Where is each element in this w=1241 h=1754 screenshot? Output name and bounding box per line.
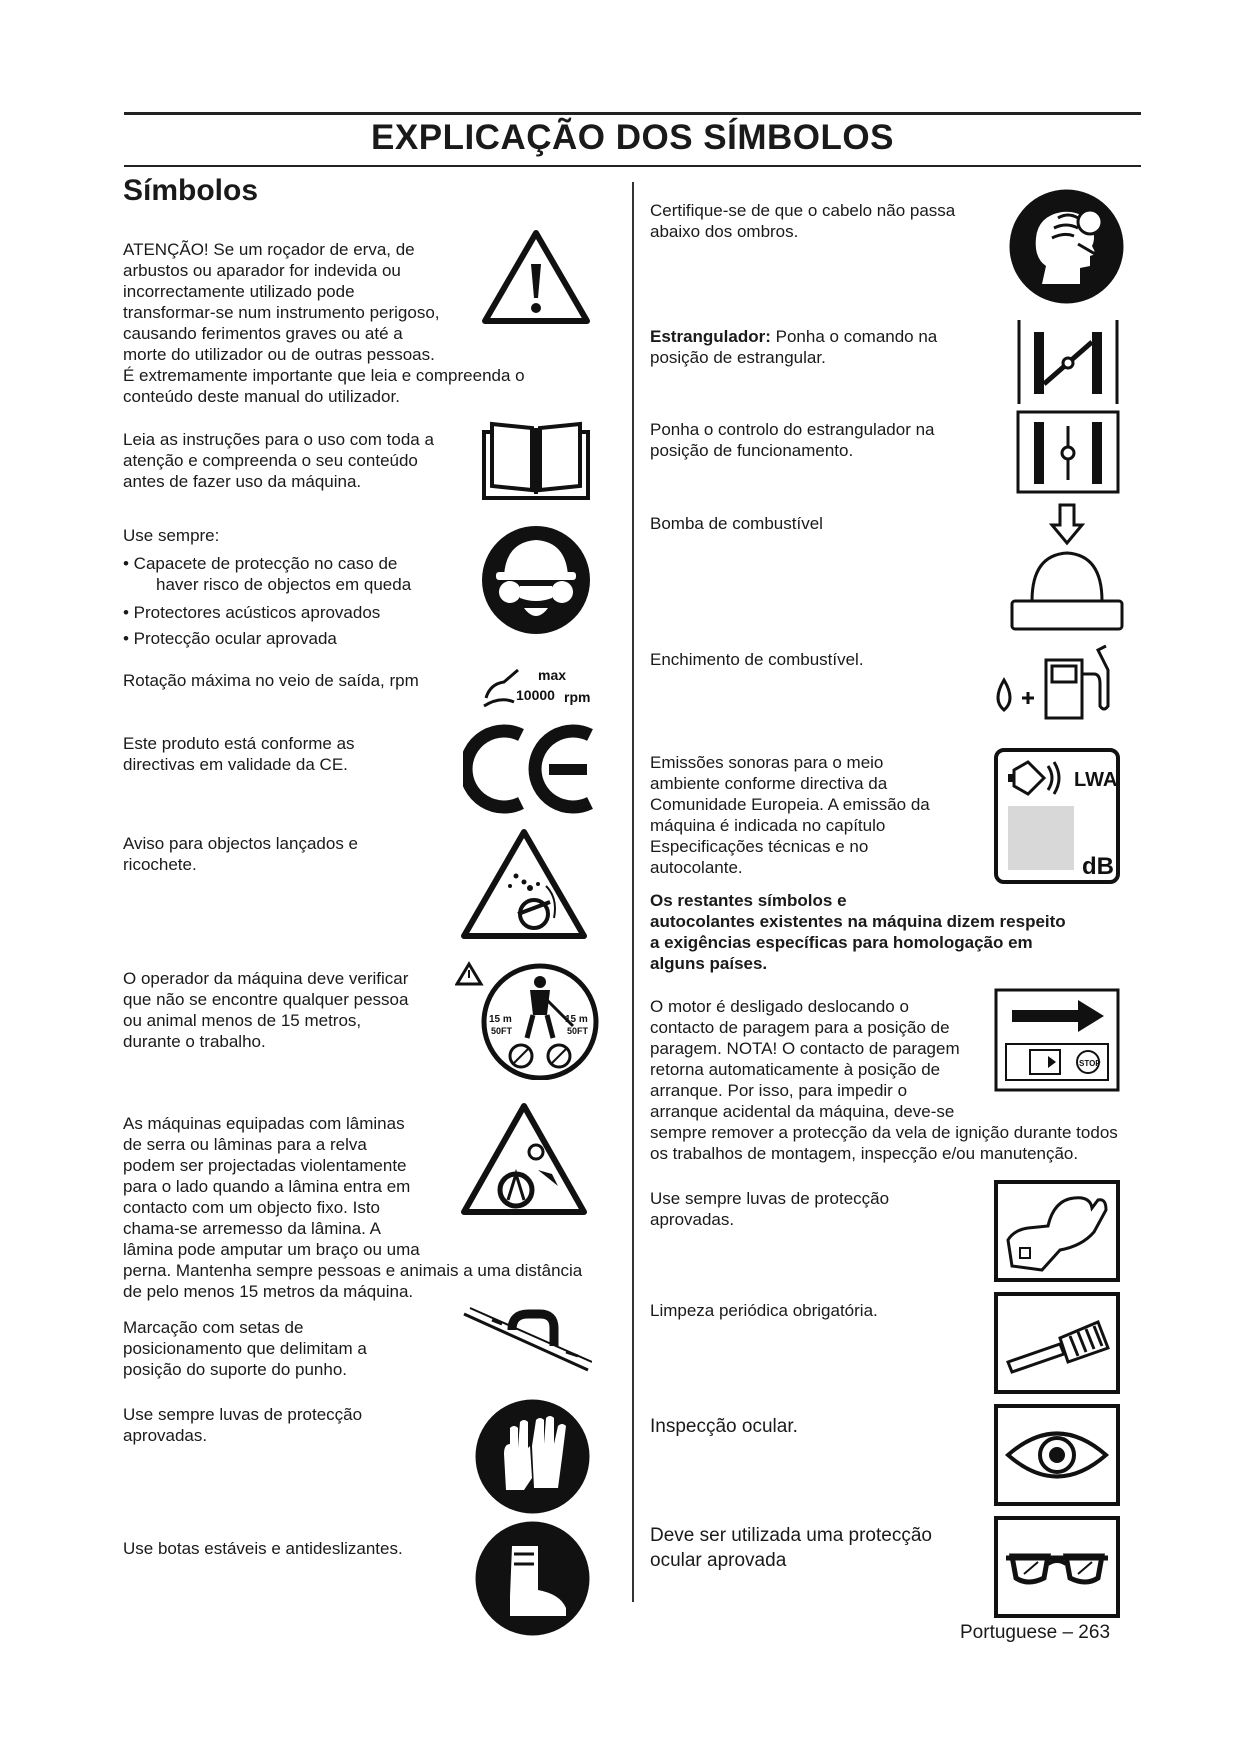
page-footer: Portuguese – 263 [960, 1622, 1111, 1643]
svg-text:rpm: rpm [564, 689, 591, 705]
other-symbols-text: Os restantes símbolos e autocolantes existentes na máquina dizem respeito a exigências específicas para homologação em alguns países. [650, 891, 1066, 973]
title-rule [124, 165, 1141, 167]
engine-stop-text: O motor é desligado deslocando o contacto de paragem para a posição de paragem. NOTA! O contacto de paragem retorna automaticamente à posição de arranque. Por isso, para impedir o arranque acidental da máquina, deve-se sempre remover a protecção da vela de ignição durante todos os trabalhos de montagem, inspecção e/ou manutenção. [650, 997, 1118, 1163]
svg-text:max: max [538, 667, 567, 683]
fuel-pump-bulb-icon [1008, 503, 1126, 635]
warning-triangle-icon [480, 228, 592, 326]
fuel-pump-text: Bomba de combustível [650, 514, 823, 533]
safety-boots-icon [474, 1520, 591, 1637]
choke-position-icon [1016, 320, 1120, 404]
gloves-text-right: Use sempre luvas de protecção aprovadas. [650, 1189, 890, 1229]
cleaning-brush-icon [994, 1292, 1120, 1394]
handle-marking-text: Marcação com setas de posicionamento que delimitam a posição do suporte do punho. [123, 1318, 367, 1379]
eye-protection-text: Deve ser utilizada uma protecção ocular aprovada [650, 1525, 932, 1571]
open-book-icon [480, 418, 592, 502]
refuel-icon [990, 640, 1120, 720]
run-position-icon [1016, 410, 1120, 494]
svg-text:STOP: STOP [1079, 1059, 1101, 1068]
read-manual-text: Leia as instruções para o uso com toda a atenção e compreenda o seu conteúdo antes de fazer uso da máquina. [123, 430, 434, 491]
svg-text:15 m: 15 m [489, 1014, 512, 1025]
blade-thrust-text: As máquinas equipadas com lâminas de serra ou lâminas para a relva podem ser projectadas violentamente para o lado quando a lâmina entra em contacto com um objecto fixo. Isto chama-se arremesso da lâmina. A lâmina pode amputar um braço ou uma perna. Mantenha sempre pessoas e animais a uma distância de pelo menos 15 metros da máquina. [123, 1114, 583, 1301]
refuel-text: Enchimento de combustível. [650, 650, 864, 669]
page-title: EXPLICAÇÃO DOS SÍMBOLOS [371, 118, 894, 157]
max-rpm-icon [480, 662, 595, 712]
svg-text:50FT: 50FT [567, 1026, 589, 1036]
handle-position-arrows-icon [462, 1306, 592, 1378]
run-position-text: Ponha o controlo do estrangulador na posição de funcionamento. [650, 420, 935, 460]
svg-text:15 m: 15 m [565, 1014, 588, 1025]
noise-text: Emissões sonoras para o meio ambiente conforme directiva da Comunidade Europeia. A emissão da máquina é indicada no capítulo Especificações técnicas e no autocolante. [650, 753, 930, 877]
warning-text: ATENÇÃO! Se um roçador de erva, de arbustos ou aparador for indevida ou incorrectamente utilizado pode transformar-se num instrumento perigoso, causando ferimentos graves ou até a morte do utilizador ou de outras pessoas. É extremamente importante que leia e compreenda o conteúdo deste manual do utilizador. [123, 240, 525, 406]
eye-inspection-icon [994, 1404, 1120, 1506]
distance-text: O operador da máquina deve verificar que não se encontre qualquer pessoa ou animal menos de 15 metros, durante o trabalho. [123, 969, 409, 1051]
blade-thrust-warning-icon [458, 1100, 590, 1218]
svg-text:10000: 10000 [516, 687, 555, 703]
svg-text:dB: dB [1082, 853, 1114, 880]
hair-text: Certifique-se de que o cabelo não passa abaixo dos ombros. [650, 201, 956, 241]
helmet-earmuffs-glasses-icon [480, 524, 592, 636]
top-rule [124, 112, 1141, 115]
visual-inspection-text: Inspecção ocular. [650, 1416, 798, 1437]
protective-gear-text: Use sempre: • Capacete de protecção no caso de haver risco de objectos em queda • Protectores acústicos aprovados • Protecção ocular aprovada [123, 526, 412, 648]
tied-hair-head-icon [1008, 188, 1125, 305]
gloves-text-left: Use sempre luvas de protecção aprovadas. [123, 1405, 363, 1445]
choke-label: Estrangulador: [650, 327, 771, 346]
max-rotation-text: Rotação máxima no veio de saída, rpm [123, 671, 419, 690]
stop-switch-icon [994, 988, 1120, 1092]
column-divider [632, 182, 634, 1602]
section-title: Símbolos [123, 174, 259, 207]
glove-square-icon [994, 1180, 1120, 1282]
svg-text:LWA: LWA [1074, 769, 1118, 791]
choke-text: Estrangulador: Ponha o comando na posição de estrangular. [650, 327, 938, 367]
gloves-round-icon [474, 1398, 591, 1515]
ce-mark-icon [463, 723, 598, 815]
safety-glasses-icon [994, 1516, 1120, 1618]
thrown-objects-warning-icon [458, 826, 590, 942]
noise-emission-lwa-icon [994, 748, 1120, 884]
ce-text: Este produto está conforme as directivas em validade da CE. [123, 734, 355, 774]
cleaning-text: Limpeza periódica obrigatória. [650, 1301, 878, 1320]
thrown-objects-text: Aviso para objectos lançados e ricochete. [123, 834, 359, 874]
safety-distance-icon [455, 960, 600, 1080]
svg-text:50FT: 50FT [491, 1026, 513, 1036]
boots-text: Use botas estáveis e antideslizantes. [123, 1539, 403, 1558]
